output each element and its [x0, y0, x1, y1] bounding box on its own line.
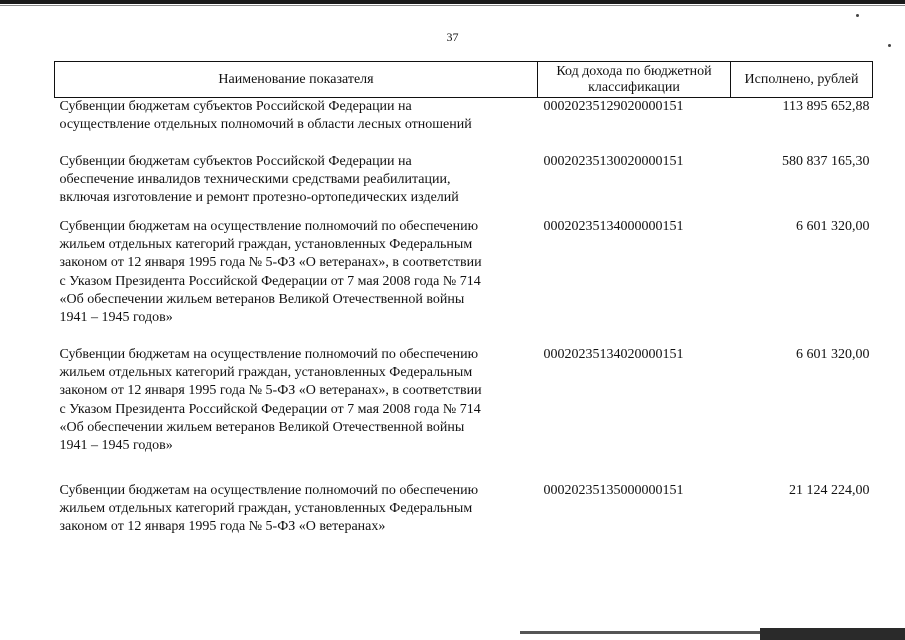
row-name-line: жильем отдельных категорий граждан, установленных Федеральным [59, 237, 473, 253]
row-name-line: Субвенции бюджетам субъектов Российской Федерации на [59, 154, 412, 169]
header-amount: Исполнено, рублей [731, 62, 873, 98]
row-name-line: Субвенции бюджетам на осуществление полномочий по обеспечению [59, 483, 479, 498]
row-name-line: «Об обеспечении жильем ветеранов Великой Отечественной войны [59, 291, 465, 307]
row-name-line: Субвенции бюджетам на осуществление полномочий по обеспечению [59, 347, 479, 362]
row-code: 00020235134000000151 [543, 219, 684, 234]
row-name-line: законом от 12 января 1995 года № 5-ФЗ «О ветеранах», в соответствии [59, 255, 482, 271]
row-name-line: осуществление отдельных полномочий в области лесных отношений [59, 117, 472, 133]
row-name [55, 482, 538, 542]
table-header [55, 62, 873, 98]
row-name-line: законом от 12 января 1995 года № 5-ФЗ «О ветеранах», в соответствии [59, 383, 482, 399]
header-name: Наименование показателя [55, 62, 538, 98]
row-name-line: Субвенции бюджетам на осуществление полномочий по обеспечению [59, 219, 479, 234]
budget-revenue-table [54, 61, 873, 542]
row-code: 00020235129020000151 [543, 99, 684, 114]
scan-border-bottom [760, 628, 905, 640]
row-amount: 113 895 652,88 [782, 99, 870, 114]
header-code: Код дохода по бюджетной классификации [538, 62, 731, 98]
table-row [55, 153, 873, 218]
scan-border-top-line [0, 5, 905, 6]
row-name [55, 98, 538, 154]
row-name-line: с Указом Президента Российской Федерации от 7 мая 2008 года № 714 [59, 273, 481, 289]
row-name-line: включая изготовление и ремонт протезно-ортопедических изделий [59, 190, 459, 206]
row-name-line: 1941 – 1945 годов» [59, 438, 173, 454]
row-amount: 21 124 224,00 [789, 483, 870, 498]
row-name-line: обеспечение инвалидов техническими средствами реабилитации, [59, 172, 451, 188]
row-name-line: с Указом Президента Российской Федерации от 7 мая 2008 года № 714 [59, 401, 481, 417]
page-number: 37 [446, 30, 459, 44]
scan-border-bottom-thin [520, 631, 760, 634]
table-row [55, 482, 873, 542]
row-name [55, 218, 538, 346]
row-code: 00020235135000000151 [543, 483, 684, 498]
row-name-line: Субвенции бюджетам субъектов Российской Федерации на [59, 99, 412, 114]
row-name-line: жильем отдельных категорий граждан, установленных Федеральным [59, 501, 473, 517]
row-name-line: «Об обеспечении жильем ветеранов Великой Отечественной войны [59, 419, 465, 435]
row-amount: 6 601 320,00 [796, 219, 870, 234]
scan-speck [856, 14, 859, 17]
row-name-line: 1941 – 1945 годов» [59, 310, 173, 326]
scan-border-top [0, 0, 905, 4]
table-row [55, 98, 873, 154]
row-name [55, 346, 538, 482]
row-code: 00020235134020000151 [543, 347, 684, 362]
row-amount: 6 601 320,00 [796, 347, 870, 362]
row-amount: 580 837 165,30 [782, 154, 870, 169]
row-code: 00020235130020000151 [543, 154, 684, 169]
table-row [55, 346, 873, 482]
row-name [55, 153, 538, 218]
row-name-line: жильем отдельных категорий граждан, установленных Федеральным [59, 365, 473, 381]
row-name-line: законом от 12 января 1995 года № 5-ФЗ «О ветеранах» [59, 519, 386, 535]
table-row [55, 218, 873, 346]
